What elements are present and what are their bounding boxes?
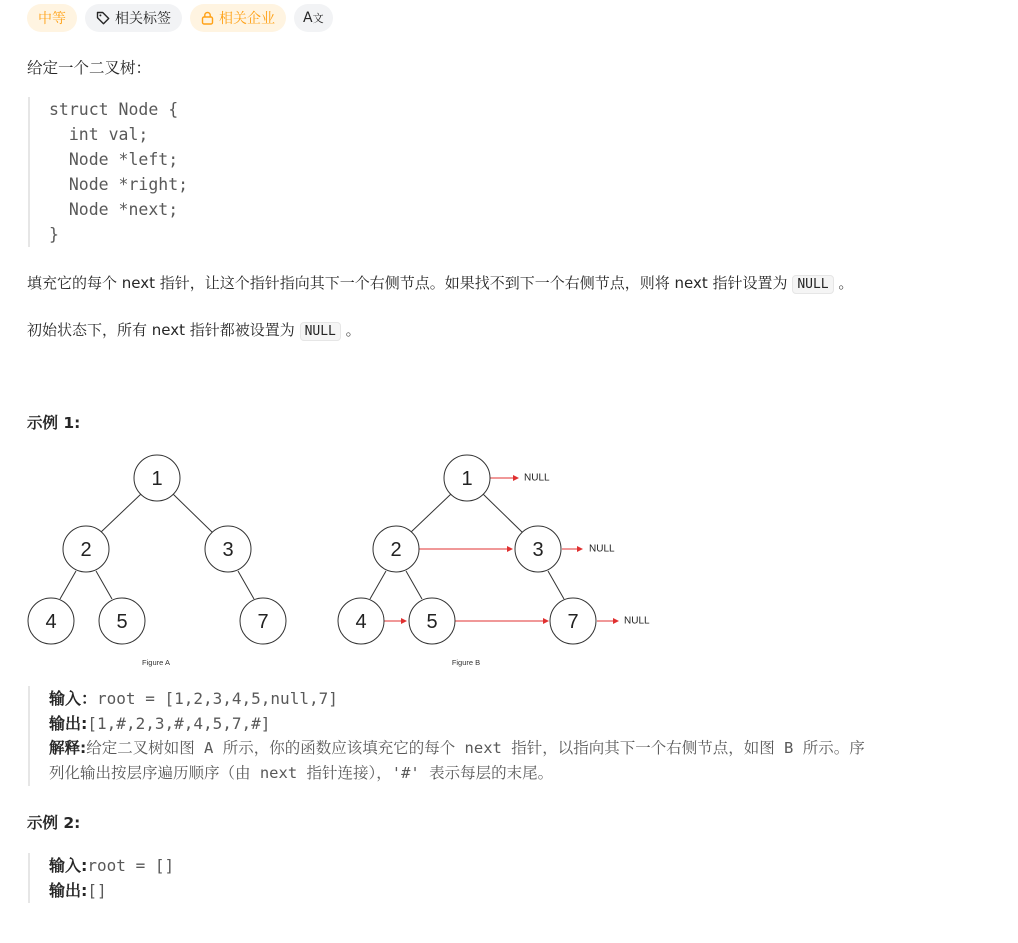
related-companies-label: 相关企业	[219, 11, 275, 27]
input-label: 输入	[49, 689, 82, 708]
description-end: 。	[345, 321, 361, 339]
null-code: NULL	[300, 322, 341, 341]
node-label: 3	[532, 539, 544, 561]
node-label: 2	[80, 539, 92, 561]
code-line: Node *left;	[49, 150, 179, 169]
input-label: 输入:	[49, 856, 88, 875]
example-1-input	[49, 686, 865, 711]
example-2-output	[49, 878, 174, 903]
difficulty-badge: 中等	[27, 4, 77, 32]
translate-icon: A文	[303, 10, 324, 26]
null-label: NULL	[624, 615, 650, 627]
node-label: 4	[355, 611, 367, 633]
output-value: [1,#,2,3,#,4,5,7,#]	[87, 714, 271, 733]
example-1-block	[28, 686, 865, 786]
struct-code-block	[28, 97, 188, 247]
description-text: 初始状态下，所有 next 指针都被设置为	[27, 321, 295, 339]
node-label: 7	[257, 611, 269, 633]
explain-label: 解释:	[49, 739, 87, 757]
description-paragraph-2	[27, 319, 361, 343]
output-label: 输出:	[49, 881, 88, 900]
node-label: 1	[151, 468, 163, 490]
node-label: 1	[461, 468, 473, 490]
example-1-title: 示例 1:	[27, 414, 81, 432]
code-line: int val;	[49, 125, 149, 144]
code-line: Node *right;	[49, 175, 189, 194]
explain-text: 给定二叉树如图 A 所示，你的函数应该填充它的每个 next 指针，以指向其下一个右侧节点，如图 B 所示。序	[86, 739, 865, 757]
tree-figure	[0, 440, 700, 675]
related-tags-button[interactable]	[85, 4, 182, 32]
null-code: NULL	[792, 275, 833, 294]
example-2-input	[49, 853, 174, 878]
node-label: 2	[390, 539, 402, 561]
example-1-explanation-cont	[49, 761, 865, 786]
node-label: 5	[116, 611, 128, 633]
code-line: Node *next;	[49, 200, 179, 219]
example-2-title: 示例 2:	[27, 814, 81, 832]
example-1-explanation	[49, 736, 865, 761]
related-tags-label: 相关标签	[115, 11, 171, 27]
null-label: NULL	[589, 543, 615, 555]
node-label: 3	[222, 539, 234, 561]
node-label: 5	[426, 611, 438, 633]
tag-icon	[96, 11, 110, 25]
code-line: }	[49, 225, 59, 244]
description-end: 。	[838, 274, 854, 292]
null-label: NULL	[524, 472, 550, 484]
input-value: root = []	[87, 856, 175, 875]
input-value: root = [1,2,3,4,5,null,7]	[97, 689, 338, 708]
node-label: 7	[567, 611, 579, 633]
intro-text: 给定一个二叉树：	[27, 59, 152, 77]
description-text: 填充它的每个 next 指针，让这个指针指向其下一个右侧节点。如果找不到下一个右侧节点，则将 next 指针设置为	[27, 274, 788, 292]
node-label: 4	[45, 611, 57, 633]
description-paragraph-1	[27, 272, 853, 296]
tag-bar	[27, 4, 333, 32]
figure-b-caption: Figure B	[451, 658, 481, 667]
lock-icon	[201, 11, 214, 25]
example-2-block	[28, 853, 174, 903]
code-line: struct Node {	[49, 100, 179, 119]
translate-button[interactable]	[294, 4, 333, 32]
explain-text: 列化输出按层序遍历顺序（由 next 指针连接），'#' 表示每层的末尾。	[49, 764, 554, 782]
input-colon: ：	[81, 689, 98, 708]
output-label: 输出:	[49, 714, 88, 733]
figure-a-caption: Figure A	[142, 658, 170, 667]
output-value: []	[87, 881, 107, 900]
related-companies-button[interactable]	[190, 4, 286, 32]
example-1-output	[49, 711, 865, 736]
